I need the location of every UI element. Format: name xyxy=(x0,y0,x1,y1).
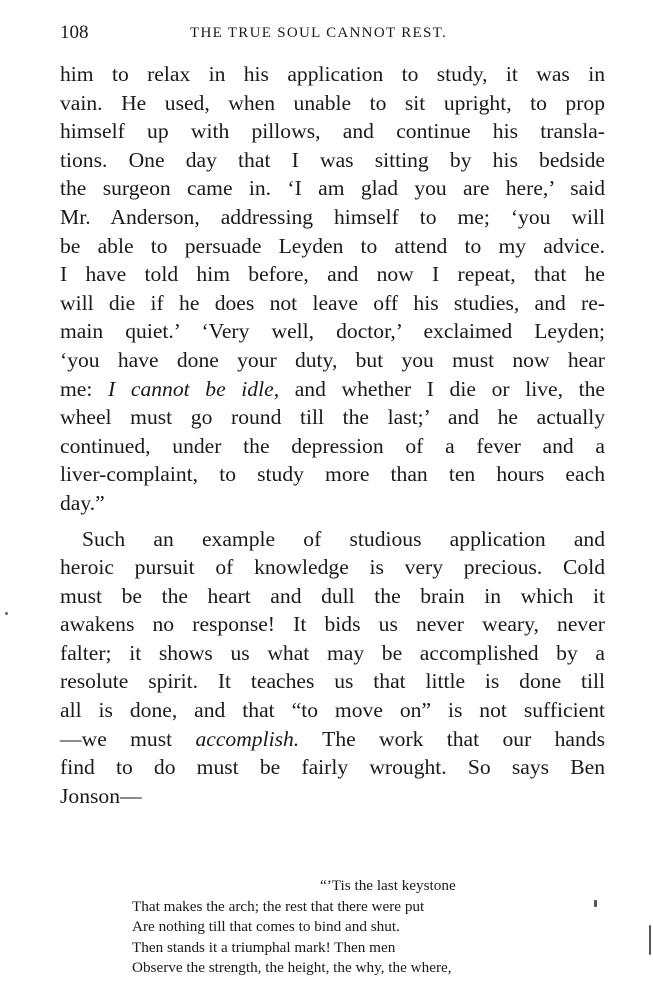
text-line: be able to persuade Leyden to attend to my advice. xyxy=(60,233,605,258)
text-line: ‘you have done your duty, but you must now hear xyxy=(60,347,605,372)
text-line: continued, under the depression of a fever and a xyxy=(60,433,605,458)
running-head: THE TRUE SOUL CANNOT REST. xyxy=(190,25,447,41)
text-line: Such an example of studious application and xyxy=(82,526,605,551)
italic-word: accomplish. xyxy=(195,726,300,751)
text-line: I have told him before, and now I repeat, that he xyxy=(60,262,605,287)
text-line: day.” xyxy=(60,490,105,515)
text-run: , and whether I die or live, the xyxy=(273,376,606,401)
text-line: all is done, and that “to move on” is not sufficient xyxy=(60,698,605,723)
text-line: heroic pursuit of knowledge is very precious. Cold xyxy=(60,555,605,580)
text-line-idle xyxy=(60,375,605,404)
text-line: himself up with pillows, and continue his transla- xyxy=(60,119,605,144)
margin-speck xyxy=(649,925,651,955)
verse-line: Observe the strength, the height, the why, the where, xyxy=(132,959,452,976)
verse-line: “’Tis the last keystone xyxy=(320,877,456,894)
text-line: awakens no response! It bids us never weary, never xyxy=(60,612,605,637)
text-line: the surgeon came in. ‘I am glad you are here,’ said xyxy=(60,176,605,201)
text-run: The work that our hands xyxy=(299,726,605,751)
page-header xyxy=(60,22,615,48)
text-run: me: xyxy=(60,376,109,401)
margin-speck xyxy=(594,900,597,907)
text-line: falter; it shows us what may be accomplished by a xyxy=(60,640,605,665)
italic-phrase: I cannot be idle xyxy=(108,376,274,401)
body-text xyxy=(60,60,605,810)
text-line: main quiet.’ ‘Very well, doctor,’ exclaimed Leyden; xyxy=(60,319,605,344)
text-line: will die if he does not leave off his studies, and re- xyxy=(60,290,605,315)
text-line: must be the heart and dull the brain in which it xyxy=(60,583,605,608)
verse-line: That makes the arch; the rest that there were put xyxy=(132,897,425,915)
text-line: him to relax in his application to study, it was in xyxy=(60,62,605,86)
page-number: 108 xyxy=(60,22,89,43)
text-line-accomplish xyxy=(60,725,605,754)
text-line: resolute spirit. It teaches us that little is done till xyxy=(60,669,605,694)
text-line: wheel must go round till the last;’ and he actually xyxy=(60,405,605,430)
text-line: vain. He used, when unable to sit upright, to prop xyxy=(60,90,605,115)
verse-line: Are nothing till that comes to bind and shut. xyxy=(132,918,400,935)
verse-quotation xyxy=(132,876,552,979)
text-line: find to do must be fairly wrought. So says Ben xyxy=(60,755,605,780)
margin-speck xyxy=(5,612,8,615)
text-line: Jonson— xyxy=(60,783,142,808)
text-line: liver-complaint, to study more than ten hours each xyxy=(60,462,605,487)
text-line: Mr. Anderson, addressing himself to me; ‘you will xyxy=(60,204,605,229)
text-run: —we must xyxy=(60,726,196,751)
verse-line: Then stands it a triumphal mark! Then men xyxy=(132,938,396,956)
text-line: tions. One day that I was sitting by his bedside xyxy=(60,147,605,172)
paragraph-gap xyxy=(60,518,605,525)
